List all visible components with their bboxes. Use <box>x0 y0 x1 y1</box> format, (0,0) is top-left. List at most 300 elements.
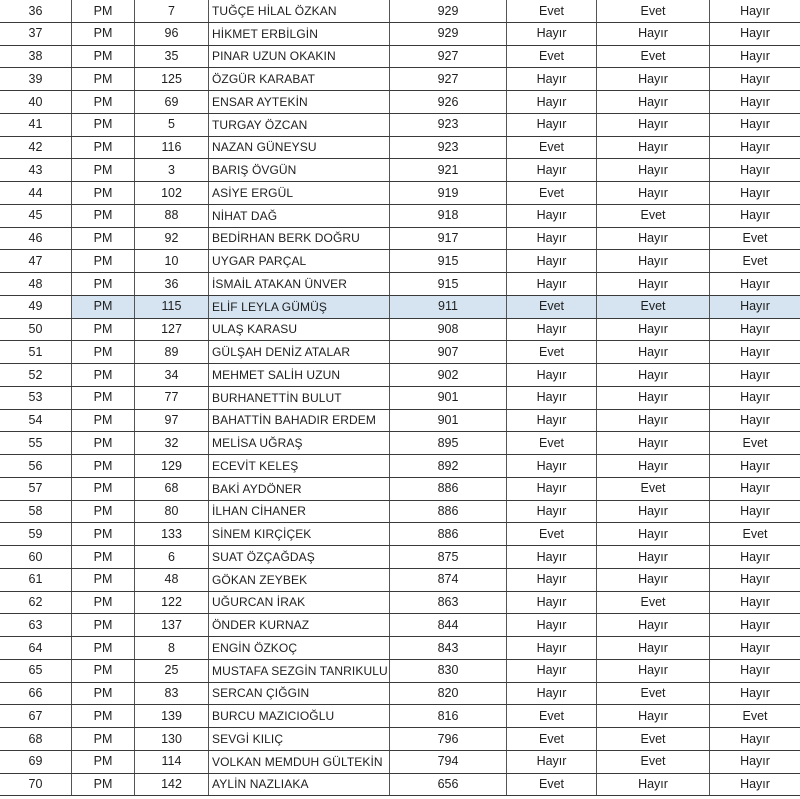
rank-cell: 51 <box>0 341 72 363</box>
candidate-number-cell: 114 <box>135 751 209 773</box>
rank-cell: 40 <box>0 91 72 113</box>
party-cell: PM <box>72 250 135 272</box>
candidate-number-cell: 8 <box>135 637 209 659</box>
table-row <box>0 592 800 615</box>
rank-cell: 44 <box>0 182 72 204</box>
candidate-name-cell: ELİF LEYLA GÜMÜŞ <box>209 296 390 318</box>
rank-cell: 70 <box>0 774 72 796</box>
flag-3-cell: Hayır <box>740 777 770 792</box>
flag-1-cell: Hayır <box>507 501 597 523</box>
candidate-number-cell: 96 <box>135 23 209 45</box>
candidate-name-cell: ENGİN ÖZKOÇ <box>209 637 390 659</box>
flag-2-cell: Evet <box>597 46 710 68</box>
candidate-number-cell: 3 <box>135 159 209 181</box>
party-cell: PM <box>72 683 135 705</box>
table-row <box>0 273 800 296</box>
party-cell: PM <box>72 387 135 409</box>
candidate-number-cell: 89 <box>135 341 209 363</box>
rank-cell: 56 <box>0 455 72 477</box>
flag-2-cell: Evet <box>597 478 710 500</box>
candidate-number-cell: 137 <box>135 614 209 636</box>
flag-2-cell: Hayır <box>597 660 710 682</box>
flag-2-cell: Hayır <box>597 774 710 796</box>
candidate-number-cell: 5 <box>135 114 209 136</box>
candidate-name-cell: BARIŞ ÖVGÜN <box>209 159 390 181</box>
score-cell: 927 <box>390 46 507 68</box>
flag-3-cell: Hayır <box>740 481 770 496</box>
flag-2-cell: Hayır <box>597 364 710 386</box>
flag-2-cell: Hayır <box>597 137 710 159</box>
table-row <box>0 455 800 478</box>
candidate-number-cell: 142 <box>135 774 209 796</box>
party-cell: PM <box>72 341 135 363</box>
party-cell: PM <box>72 637 135 659</box>
flag-1-cell: Evet <box>507 705 597 727</box>
candidate-number-cell: 35 <box>135 46 209 68</box>
rank-cell: 57 <box>0 478 72 500</box>
table-row <box>0 660 800 683</box>
party-cell: PM <box>72 159 135 181</box>
party-cell: PM <box>72 114 135 136</box>
flag-2-cell: Hayır <box>597 637 710 659</box>
table-row <box>0 228 800 251</box>
rank-cell: 60 <box>0 546 72 568</box>
flag-3-cell: Hayır <box>740 731 770 746</box>
rank-cell: 65 <box>0 660 72 682</box>
rank-cell: 45 <box>0 205 72 227</box>
rank-cell: 64 <box>0 637 72 659</box>
flag-3-cell: Hayır <box>740 367 770 382</box>
flag-1-cell: Hayır <box>507 751 597 773</box>
flag-2-cell: Evet <box>597 592 710 614</box>
candidate-name-cell: TURGAY ÖZCAN <box>209 114 390 136</box>
score-cell: 919 <box>390 182 507 204</box>
score-cell: 886 <box>390 478 507 500</box>
flag-1-cell: Hayır <box>507 660 597 682</box>
flag-1-cell: Hayır <box>507 273 597 295</box>
score-cell: 901 <box>390 387 507 409</box>
score-cell: 929 <box>390 23 507 45</box>
flag-2-cell: Hayır <box>597 91 710 113</box>
rank-cell: 59 <box>0 523 72 545</box>
candidate-name-cell: ASİYE ERGÜL <box>209 182 390 204</box>
flag-2-cell: Evet <box>597 683 710 705</box>
candidate-name-cell: NİHAT DAĞ <box>209 205 390 227</box>
score-cell: 917 <box>390 228 507 250</box>
party-cell: PM <box>72 569 135 591</box>
score-cell: 915 <box>390 250 507 272</box>
score-cell: 796 <box>390 728 507 750</box>
party-cell: PM <box>72 410 135 432</box>
candidate-name-cell: SEVGİ KILIÇ <box>209 728 390 750</box>
score-cell: 921 <box>390 159 507 181</box>
table-row-highlighted <box>0 296 800 319</box>
flag-2-cell: Hayır <box>597 228 710 250</box>
score-cell: 886 <box>390 501 507 523</box>
candidate-number-cell: 127 <box>135 319 209 341</box>
party-cell: PM <box>72 23 135 45</box>
candidate-name-cell: MUSTAFA SEZGİN TANRIKULU <box>209 660 390 682</box>
table-row <box>0 546 800 569</box>
score-cell: 908 <box>390 319 507 341</box>
candidate-name-cell: VOLKAN MEMDUH GÜLTEKİN <box>209 751 390 773</box>
flag-2-cell: Hayır <box>597 319 710 341</box>
flag-3-cell: Hayır <box>740 322 770 337</box>
candidate-name-cell: BEDİRHAN BERK DOĞRU <box>209 228 390 250</box>
rank-cell: 42 <box>0 137 72 159</box>
flag-2-cell: Hayır <box>597 614 710 636</box>
table-row <box>0 159 800 182</box>
flag-1-cell: Evet <box>507 341 597 363</box>
flag-2-cell: Hayır <box>597 23 710 45</box>
rank-cell: 41 <box>0 114 72 136</box>
score-cell: 794 <box>390 751 507 773</box>
flag-2-cell: Hayır <box>597 705 710 727</box>
party-cell: PM <box>72 546 135 568</box>
score-cell: 895 <box>390 432 507 454</box>
flag-1-cell: Evet <box>507 0 597 22</box>
flag-3-cell: Hayır <box>740 49 770 64</box>
flag-3-cell: Hayır <box>740 413 770 428</box>
flag-3-cell: Hayır <box>740 26 770 41</box>
candidate-name-cell: BURCU MAZICIOĞLU <box>209 705 390 727</box>
candidate-number-cell: 102 <box>135 182 209 204</box>
candidate-number-cell: 88 <box>135 205 209 227</box>
party-cell: PM <box>72 478 135 500</box>
party-cell: PM <box>72 705 135 727</box>
candidate-name-cell: MELİSA UĞRAŞ <box>209 432 390 454</box>
table-row <box>0 0 800 23</box>
table-row <box>0 501 800 524</box>
table-row <box>0 364 800 387</box>
flag-1-cell: Hayır <box>507 683 597 705</box>
flag-3-cell: Evet <box>742 435 768 450</box>
candidate-number-cell: 48 <box>135 569 209 591</box>
score-cell: 820 <box>390 683 507 705</box>
candidate-number-cell: 122 <box>135 592 209 614</box>
table-row <box>0 432 800 455</box>
party-cell: PM <box>72 432 135 454</box>
rank-cell: 46 <box>0 228 72 250</box>
candidate-name-cell: PINAR UZUN OKAKIN <box>209 46 390 68</box>
rank-cell: 38 <box>0 46 72 68</box>
candidate-number-cell: 10 <box>135 250 209 272</box>
party-cell: PM <box>72 319 135 341</box>
candidate-number-cell: 77 <box>135 387 209 409</box>
score-cell: 927 <box>390 68 507 90</box>
party-cell: PM <box>72 68 135 90</box>
candidate-name-cell: ULAŞ KARASU <box>209 319 390 341</box>
flag-1-cell: Hayır <box>507 159 597 181</box>
candidate-number-cell: 139 <box>135 705 209 727</box>
candidate-name-cell: MEHMET SALİH UZUN <box>209 364 390 386</box>
flag-1-cell: Evet <box>507 137 597 159</box>
table-row <box>0 637 800 660</box>
candidate-number-cell: 34 <box>135 364 209 386</box>
flag-2-cell: Hayır <box>597 114 710 136</box>
candidate-name-cell: İSMAİL ATAKAN ÜNVER <box>209 273 390 295</box>
flag-2-cell: Hayır <box>597 501 710 523</box>
rank-cell: 63 <box>0 614 72 636</box>
candidate-number-cell: 69 <box>135 91 209 113</box>
party-cell: PM <box>72 364 135 386</box>
rank-cell: 69 <box>0 751 72 773</box>
candidate-name-cell: GÜLŞAH DENİZ ATALAR <box>209 341 390 363</box>
score-cell: 918 <box>390 205 507 227</box>
flag-1-cell: Hayır <box>507 478 597 500</box>
candidate-name-cell: BAHATTİN BAHADIR ERDEM <box>209 410 390 432</box>
candidate-name-cell: GÖKAN ZEYBEK <box>209 569 390 591</box>
flag-1-cell: Hayır <box>507 23 597 45</box>
flag-3-cell: Hayır <box>740 162 770 177</box>
candidate-name-cell: HİKMET ERBİLGİN <box>209 23 390 45</box>
flag-3-cell: Hayır <box>740 3 770 18</box>
table-row <box>0 523 800 546</box>
party-cell: PM <box>72 774 135 796</box>
candidate-number-cell: 115 <box>135 296 209 318</box>
table-row <box>0 68 800 91</box>
flag-2-cell: Hayır <box>597 546 710 568</box>
score-cell: 656 <box>390 774 507 796</box>
table-row <box>0 182 800 205</box>
rank-cell: 43 <box>0 159 72 181</box>
candidate-number-cell: 133 <box>135 523 209 545</box>
rank-cell: 66 <box>0 683 72 705</box>
table-row <box>0 341 800 364</box>
score-cell: 863 <box>390 592 507 614</box>
candidate-name-cell: UYGAR PARÇAL <box>209 250 390 272</box>
score-cell: 907 <box>390 341 507 363</box>
party-cell: PM <box>72 455 135 477</box>
rank-cell: 62 <box>0 592 72 614</box>
score-cell: 886 <box>390 523 507 545</box>
candidate-name-cell: ÖNDER KURNAZ <box>209 614 390 636</box>
flag-1-cell: Hayır <box>507 91 597 113</box>
flag-3-cell: Hayır <box>740 208 770 223</box>
candidate-number-cell: 32 <box>135 432 209 454</box>
candidate-name-cell: SİNEM KIRÇİÇEK <box>209 523 390 545</box>
candidate-name-cell: ÖZGÜR KARABAT <box>209 68 390 90</box>
score-cell: 915 <box>390 273 507 295</box>
candidate-number-cell: 97 <box>135 410 209 432</box>
candidate-name-cell: AYLİN NAZLIAKA <box>209 774 390 796</box>
flag-3-cell: Hayır <box>740 390 770 405</box>
party-cell: PM <box>72 182 135 204</box>
flag-3-cell: Hayır <box>740 686 770 701</box>
rank-cell: 68 <box>0 728 72 750</box>
flag-1-cell: Evet <box>507 296 597 318</box>
score-cell: 901 <box>390 410 507 432</box>
candidate-name-cell: ENSAR AYTEKİN <box>209 91 390 113</box>
table-row <box>0 91 800 114</box>
flag-1-cell: Hayır <box>507 455 597 477</box>
flag-1-cell: Hayır <box>507 637 597 659</box>
party-cell: PM <box>72 501 135 523</box>
flag-1-cell: Hayır <box>507 319 597 341</box>
rank-cell: 39 <box>0 68 72 90</box>
flag-2-cell: Hayır <box>597 159 710 181</box>
candidate-number-cell: 7 <box>135 0 209 22</box>
flag-3-cell: Hayır <box>740 572 770 587</box>
candidate-name-cell: TUĞÇE HİLAL ÖZKAN <box>209 0 390 22</box>
flag-2-cell: Hayır <box>597 523 710 545</box>
flag-1-cell: Hayır <box>507 205 597 227</box>
table-row <box>0 250 800 273</box>
candidate-name-cell: BURHANETTİN BULUT <box>209 387 390 409</box>
flag-1-cell: Hayır <box>507 614 597 636</box>
party-cell: PM <box>72 751 135 773</box>
rank-cell: 49 <box>0 296 72 318</box>
flag-3-cell: Hayır <box>740 640 770 655</box>
score-cell: 875 <box>390 546 507 568</box>
candidate-number-cell: 92 <box>135 228 209 250</box>
candidate-number-cell: 116 <box>135 137 209 159</box>
rank-cell: 61 <box>0 569 72 591</box>
score-cell: 926 <box>390 91 507 113</box>
flag-2-cell: Hayır <box>597 273 710 295</box>
score-cell: 874 <box>390 569 507 591</box>
table-row <box>0 569 800 592</box>
flag-1-cell: Evet <box>507 728 597 750</box>
table-row <box>0 387 800 410</box>
flag-1-cell: Evet <box>507 523 597 545</box>
table-row <box>0 751 800 774</box>
flag-3-cell: Hayır <box>740 458 770 473</box>
flag-3-cell: Hayır <box>740 140 770 155</box>
flag-2-cell: Hayır <box>597 68 710 90</box>
flag-2-cell: Hayır <box>597 569 710 591</box>
flag-3-cell: Evet <box>742 526 768 541</box>
flag-3-cell: Hayır <box>740 549 770 564</box>
flag-1-cell: Evet <box>507 774 597 796</box>
candidate-name-cell: NAZAN GÜNEYSU <box>209 137 390 159</box>
party-cell: PM <box>72 660 135 682</box>
flag-2-cell: Hayır <box>597 410 710 432</box>
party-cell: PM <box>72 728 135 750</box>
flag-1-cell: Hayır <box>507 592 597 614</box>
flag-2-cell: Evet <box>597 296 710 318</box>
table-row <box>0 23 800 46</box>
score-cell: 844 <box>390 614 507 636</box>
flag-3-cell: Hayır <box>740 754 770 769</box>
table-row <box>0 614 800 637</box>
party-cell: PM <box>72 273 135 295</box>
flag-3-cell: Hayır <box>740 71 770 86</box>
rank-cell: 47 <box>0 250 72 272</box>
flag-3-cell: Hayır <box>740 344 770 359</box>
candidate-number-cell: 83 <box>135 683 209 705</box>
rank-cell: 58 <box>0 501 72 523</box>
candidate-number-cell: 6 <box>135 546 209 568</box>
flag-2-cell: Hayır <box>597 182 710 204</box>
party-cell: PM <box>72 592 135 614</box>
party-cell: PM <box>72 296 135 318</box>
flag-1-cell: Hayır <box>507 114 597 136</box>
table-row <box>0 774 800 797</box>
candidate-number-cell: 36 <box>135 273 209 295</box>
flag-2-cell: Evet <box>597 205 710 227</box>
flag-1-cell: Hayır <box>507 410 597 432</box>
flag-1-cell: Evet <box>507 182 597 204</box>
flag-3-cell: Evet <box>742 253 768 268</box>
table-row <box>0 137 800 160</box>
party-cell: PM <box>72 46 135 68</box>
flag-1-cell: Hayır <box>507 546 597 568</box>
candidate-name-cell: SUAT ÖZÇAĞDAŞ <box>209 546 390 568</box>
party-cell: PM <box>72 228 135 250</box>
score-cell: 923 <box>390 137 507 159</box>
rank-cell: 52 <box>0 364 72 386</box>
flag-2-cell: Hayır <box>597 387 710 409</box>
rank-cell: 37 <box>0 23 72 45</box>
party-cell: PM <box>72 137 135 159</box>
table-row <box>0 46 800 69</box>
rank-cell: 55 <box>0 432 72 454</box>
score-cell: 843 <box>390 637 507 659</box>
candidate-name-cell: BAKİ AYDÖNER <box>209 478 390 500</box>
flag-1-cell: Evet <box>507 432 597 454</box>
candidate-number-cell: 80 <box>135 501 209 523</box>
candidate-number-cell: 130 <box>135 728 209 750</box>
score-cell: 816 <box>390 705 507 727</box>
candidate-name-cell: SERCAN ÇIĞGIN <box>209 683 390 705</box>
table-row <box>0 478 800 501</box>
party-cell: PM <box>72 523 135 545</box>
flag-3-cell: Evet <box>742 708 768 723</box>
party-cell: PM <box>72 614 135 636</box>
candidate-name-cell: ECEVİT KELEŞ <box>209 455 390 477</box>
party-cell: PM <box>72 205 135 227</box>
flag-2-cell: Hayır <box>597 432 710 454</box>
rank-cell: 48 <box>0 273 72 295</box>
candidate-number-cell: 68 <box>135 478 209 500</box>
flag-3-cell: Hayır <box>740 595 770 610</box>
flag-1-cell: Hayır <box>507 68 597 90</box>
rank-cell: 50 <box>0 319 72 341</box>
score-cell: 923 <box>390 114 507 136</box>
flag-1-cell: Hayır <box>507 250 597 272</box>
flag-1-cell: Hayır <box>507 228 597 250</box>
candidate-name-cell: UĞURCAN İRAK <box>209 592 390 614</box>
score-cell: 830 <box>390 660 507 682</box>
flag-3-cell: Hayır <box>710 296 800 318</box>
flag-1-cell: Hayır <box>507 569 597 591</box>
flag-3-cell: Hayır <box>740 504 770 519</box>
flag-2-cell: Hayır <box>597 250 710 272</box>
party-cell: PM <box>72 91 135 113</box>
table-row <box>0 728 800 751</box>
rank-cell: 36 <box>0 0 72 22</box>
flag-3-cell: Hayır <box>740 117 770 132</box>
candidate-number-cell: 129 <box>135 455 209 477</box>
flag-1-cell: Hayır <box>507 387 597 409</box>
flag-2-cell: Evet <box>597 728 710 750</box>
rank-cell: 67 <box>0 705 72 727</box>
table-row <box>0 319 800 342</box>
flag-3-cell: Hayır <box>740 276 770 291</box>
flag-3-cell: Evet <box>742 231 768 246</box>
table-row <box>0 705 800 728</box>
score-cell: 911 <box>390 296 507 318</box>
table-row <box>0 114 800 137</box>
candidate-number-cell: 25 <box>135 660 209 682</box>
flag-2-cell: Hayır <box>597 455 710 477</box>
rank-cell: 53 <box>0 387 72 409</box>
flag-3-cell: Hayır <box>740 617 770 632</box>
flag-3-cell: Hayır <box>740 94 770 109</box>
table-row <box>0 410 800 433</box>
flag-1-cell: Evet <box>507 46 597 68</box>
